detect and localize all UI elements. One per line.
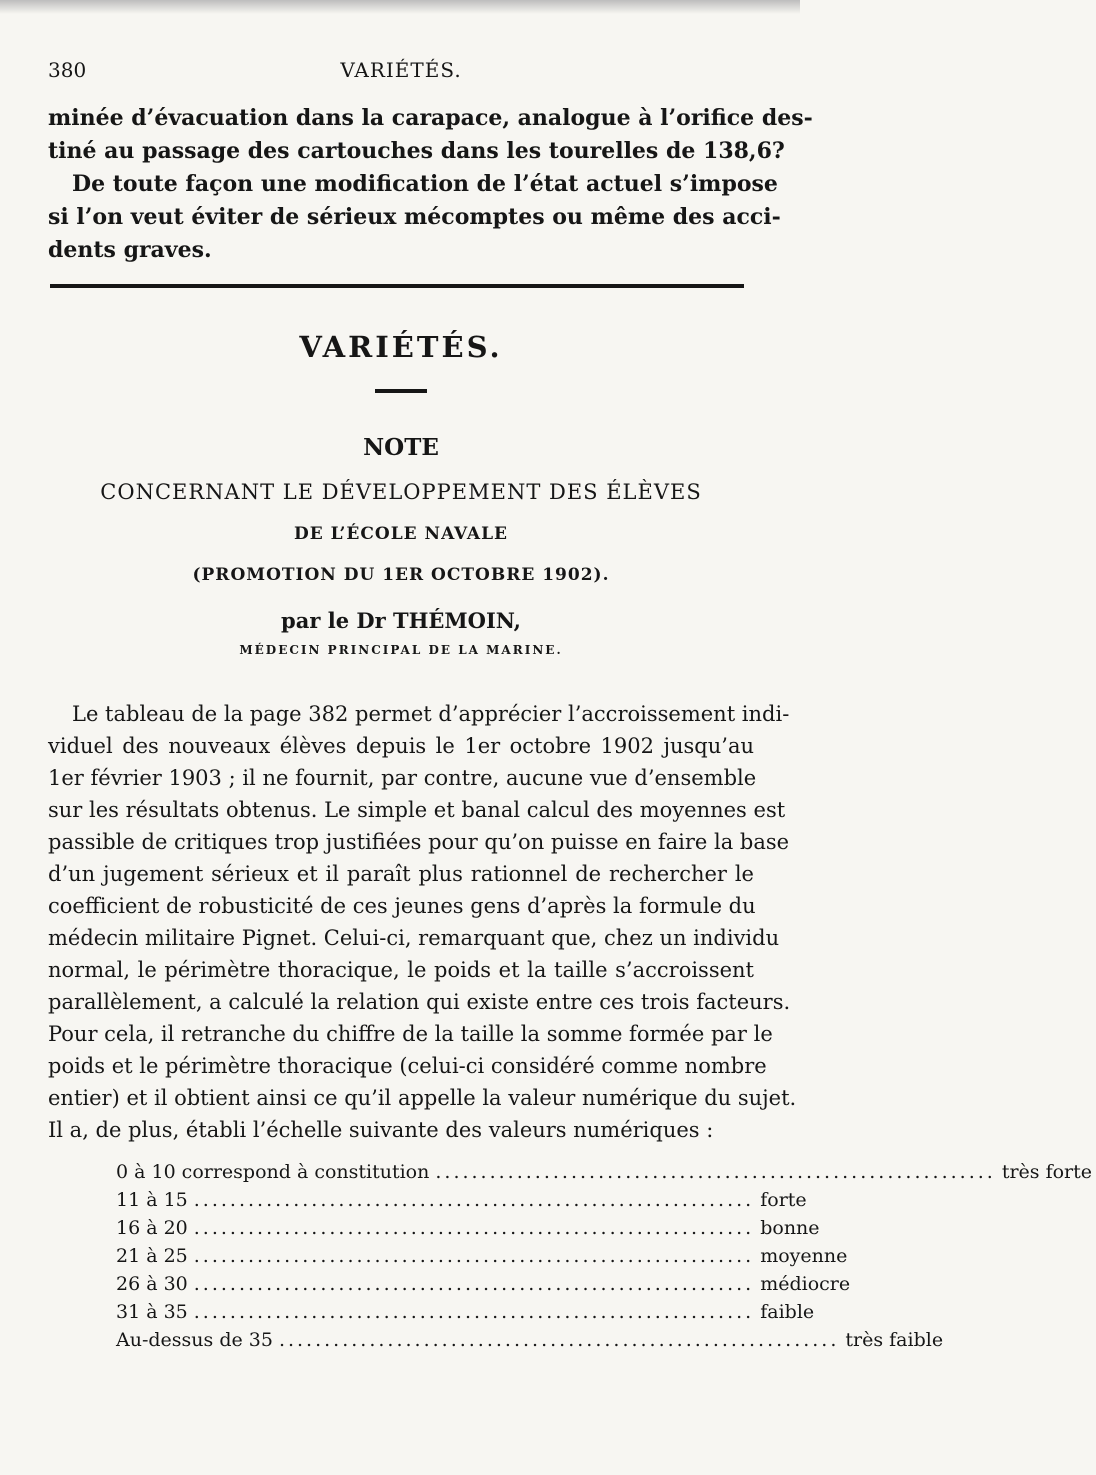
scale-row xyxy=(116,1242,848,1270)
dot-leader: .............................................................. xyxy=(193,1189,755,1211)
text-line: tiné au passage des cartouches dans les tourelles de 138,6? xyxy=(48,138,785,164)
scale-range: Au-dessus de 35 xyxy=(116,1329,273,1351)
dot-leader: .............................................................. xyxy=(435,1161,996,1183)
text-line: 1er février 1903 ; il ne fournit, par contre, aucune vue d’ensemble xyxy=(48,766,757,790)
continued-paragraph xyxy=(48,102,813,267)
text-line: viduel des nouveaux élèves depuis le 1er octobre 1902 jusqu’au xyxy=(48,734,754,758)
text-line: médecin militaire Pignet. Celui-ci, remarquant que, chez un individu xyxy=(48,926,780,950)
text-line: si l’on veut éviter de sérieux mécomptes ou même des acci- xyxy=(48,204,781,230)
text-line: sur les résultats obtenus. Le simple et banal calcul des moyennes est xyxy=(48,798,786,822)
text-line: entier) et il obtient ainsi ce qu’il appelle la valeur numérique du sujet. xyxy=(48,1086,797,1110)
scale-row xyxy=(116,1158,1092,1186)
scale-label: très faible xyxy=(845,1329,944,1351)
scale-range: 31 à 35 xyxy=(116,1301,188,1323)
scale-label: bonne xyxy=(760,1217,820,1239)
text-line: Il a, de plus, établi l’échelle suivante des valeurs numériques : xyxy=(48,1118,714,1142)
dot-leader: .............................................................. xyxy=(278,1329,840,1351)
numeric-value-scale xyxy=(116,1158,1092,1354)
scale-row xyxy=(116,1214,820,1242)
text-line: Pour cela, il retranche du chiffre de la taille la somme formée par le xyxy=(48,1022,773,1046)
author-title: MÉDECIN PRINCIPAL DE LA MARINE. xyxy=(239,643,563,657)
scale-range: 0 à 10 xyxy=(116,1161,176,1183)
scale-row xyxy=(116,1326,944,1354)
dot-leader: .............................................................. xyxy=(193,1217,755,1239)
scale-row xyxy=(116,1186,807,1214)
scale-label: faible xyxy=(760,1301,815,1323)
dot-leader: .............................................................. xyxy=(193,1245,755,1267)
text-line: normal, le périmètre thoracique, le poids et la taille s’accroissent xyxy=(48,958,754,982)
scale-label: moyenne xyxy=(760,1245,848,1267)
text-line: poids et le périmètre thoracique (celui-ci considéré comme nombre xyxy=(48,1054,767,1078)
page-number: 380 xyxy=(48,58,87,82)
title-underline xyxy=(375,389,427,393)
text-line: parallèlement, a calculé la relation qui existe entre ces trois facteurs. xyxy=(48,990,791,1014)
text-line: d’un jugement sérieux et il paraît plus rationnel de rechercher le xyxy=(48,862,754,886)
note-title: NOTE xyxy=(363,434,439,461)
scale-label: médiocre xyxy=(760,1273,851,1295)
text-line: De toute façon une modification de l’état actuel s’impose xyxy=(72,171,778,197)
dot-leader: .............................................................. xyxy=(193,1301,755,1323)
note-subtitle-line: DE L’ÉCOLE NAVALE xyxy=(293,524,508,544)
section-title: VARIÉTÉS. xyxy=(299,330,503,364)
scale-row xyxy=(116,1298,815,1326)
scale-row xyxy=(116,1270,851,1298)
text-line: dents graves. xyxy=(48,237,212,263)
text-line: minée d’évacuation dans la carapace, analogue à l’orifice des- xyxy=(48,105,813,131)
body-paragraph xyxy=(48,698,797,1146)
scale-range: 21 à 25 xyxy=(116,1245,188,1267)
scan-edge xyxy=(0,0,800,14)
scale-description: correspond à constitution xyxy=(181,1161,430,1183)
page-header xyxy=(48,58,754,88)
dot-leader: .............................................................. xyxy=(193,1273,755,1295)
scale-label: très forte xyxy=(1001,1161,1092,1183)
author-byline: par le Dr THÉMOIN, xyxy=(281,608,521,633)
note-subtitle-line: (PROMOTION DU 1ER OCTOBRE 1902). xyxy=(192,565,610,585)
text-line: coefficient de robusticité de ces jeunes gens d’après la formule du xyxy=(48,894,756,918)
text-line: Le tableau de la page 382 permet d’apprécier l’accroissement indi- xyxy=(72,702,790,726)
section-divider xyxy=(50,284,744,288)
scale-label: forte xyxy=(760,1189,807,1211)
scale-range: 26 à 30 xyxy=(116,1273,188,1295)
text-line: passible de critiques trop justifiées pour qu’on puisse en faire la base xyxy=(48,830,790,854)
scale-range: 16 à 20 xyxy=(116,1217,188,1239)
running-head: VARIÉTÉS. xyxy=(340,58,462,82)
scale-range: 11 à 15 xyxy=(116,1189,188,1211)
note-subtitle-line: CONCERNANT LE DÉVELOPPEMENT DES ÉLÈVES xyxy=(100,480,702,504)
